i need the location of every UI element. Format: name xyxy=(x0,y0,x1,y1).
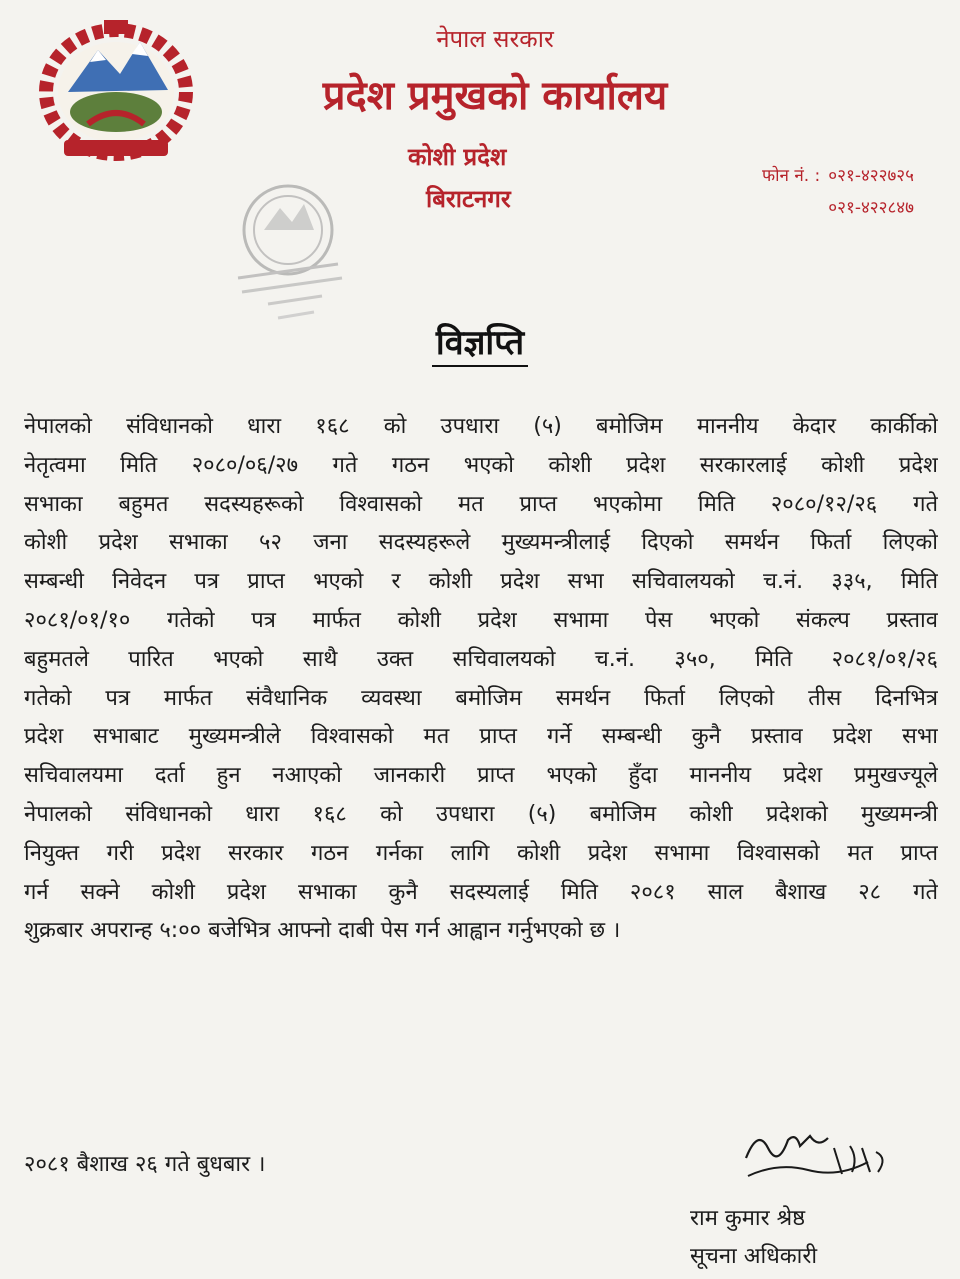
phone-block xyxy=(644,158,914,222)
office-seal-stamp xyxy=(218,168,368,328)
body-line: नियुक्त गरी प्रदेश सरकार गठन गर्नका लागि कोशी प्रदेश सभामा विश्वासको मत प्राप्त xyxy=(24,840,938,866)
notice-title xyxy=(0,318,960,364)
body-line: नेतृत्वमा मिति २०८०/०६/२७ गते गठन भएको कोशी प्रदेश सरकारलाई कोशी प्रदेश xyxy=(24,452,938,478)
body-line: २०८१/०१/१० गतेको पत्र मार्फत कोशी प्रदेश सभामा पेस भएको संकल्प प्रस्ताव xyxy=(24,607,938,633)
phone-number-1: ०२१-४२२७२५ xyxy=(828,165,914,186)
notice-title-text: विज्ञप्ति xyxy=(432,323,528,367)
body-line: प्रदेश सभाबाट मुख्यमन्त्रीले विश्वासको मत प्राप्त गर्ने सम्बन्धी कुनै प्रस्ताव प्रदेश सभा xyxy=(24,724,938,750)
body-line: नेपालको संविधानको धारा १६८ को उपधारा (५) बमोजिम कोशी प्रदेशको मुख्यमन्त्री xyxy=(24,801,938,827)
phone-row-2 xyxy=(644,190,914,222)
body-line: शुक्रबार अपरान्ह ५:०० बजेभित्र आफ्नो दाबी पेस गर्न आह्वान गर्नुभएको छ । xyxy=(24,918,621,944)
body-line: सम्बन्धी निवेदन पत्र प्राप्त भएको र कोशी प्रदेश सभा सचिवालयको च.नं. ३३५, मिति xyxy=(24,569,938,595)
phone-number-2: ०२१-४२२८४७ xyxy=(828,197,914,218)
body-line: कोशी प्रदेश सभाका ५२ जना सदस्यहरूले मुख्यमन्त्रीलाई दिएको समर्थन फिर्ता लिएको xyxy=(24,530,938,556)
body-line: गतेको पत्र मार्फत संवैधानिक व्यवस्था बमोजिम समर्थन फिर्ता लिएको तीस दिनभित्र xyxy=(24,685,938,711)
city-name: बिराटनगर xyxy=(426,185,511,213)
body-line: बहुमतले पारित भएको साथै उक्त सचिवालयको च.नं. ३५०, मिति २०८१/०१/२६ xyxy=(24,646,938,672)
signatory-title: सूचना अधिकारी xyxy=(690,1244,818,1269)
handwritten-signature xyxy=(738,1118,898,1190)
signatory-name: राम कुमार श्रेष्ठ xyxy=(690,1206,806,1231)
province-name: कोशी प्रदेश xyxy=(408,143,507,171)
phone-label: फोन नं. : xyxy=(761,165,821,186)
body-line: सचिवालयमा दर्ता हुन नआएको जानकारी प्राप्त भएको हुँदा माननीय प्रदेश प्रमुखज्यूले xyxy=(24,763,938,789)
body-line: नेपालको संविधानको धारा १६८ को उपधारा (५) बमोजिम माननीय केदार कार्कीको xyxy=(24,414,938,439)
body-line: सभाका बहुमत सदस्यहरूको विश्वासको मत प्राप्त भएकोमा मिति २०८०/१२/२६ गते xyxy=(24,491,938,517)
notice-body xyxy=(24,408,938,951)
notice-date: २०८१ बैशाख २६ गते बुधबार । xyxy=(24,1152,266,1177)
government-name: नेपाल सरकार xyxy=(436,25,554,53)
phone-row-1 xyxy=(644,158,914,190)
body-line: गर्न सक्ने कोशी प्रदेश सभाका कुनै सदस्यलाई मिति २०८१ साल बैशाख २८ गते xyxy=(24,879,938,905)
office-name: प्रदेश प्रमुखको कार्यालय xyxy=(322,73,668,119)
